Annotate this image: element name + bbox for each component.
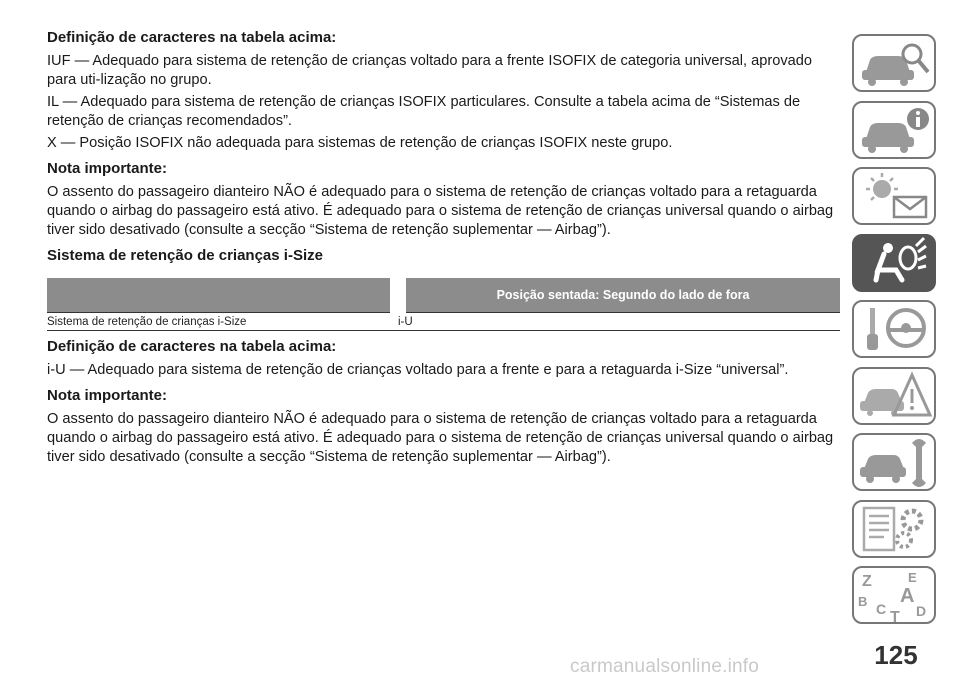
- definition-iuf: IUF — Adequado para sistema de retenção de crianças voltado para a frente ISOFIX de categoria universal, aprovado para uti-lização no grupo.: [47, 53, 812, 88]
- chapter-tab-maintenance[interactable]: [852, 433, 936, 491]
- watermark: carmanualsonline.info: [570, 656, 760, 677]
- chapter-tab-car-info[interactable]: [852, 101, 936, 159]
- table-row-value: i-U: [398, 313, 840, 331]
- page-content: [47, 28, 840, 470]
- car-search-icon: [854, 36, 934, 90]
- car-info-icon: [854, 103, 934, 157]
- definition-iu: i-U — Adequado para sistema de retenção de crianças voltado para a frente e para a retaguarda i-Size “universal”.: [47, 362, 789, 378]
- important-note-text-1: O assento do passageiro dianteiro NÃO é adequado para o sistema de retenção de crianças voltado para a retaguarda quando o airbag do passageiro está ativo. É adequado para o sistema de retenção de crianças universal quando o airbag tiver sido desativado (consulte a secção “Sistema de retenção suplementar — Airbag”).: [47, 184, 834, 238]
- car-warning-triangle-icon: [854, 369, 934, 423]
- car-wrench-icon: [854, 435, 934, 489]
- definition-x: X — Posição ISOFIX não adequada para sistemas de retenção de crianças ISOFIX neste grupo.: [47, 135, 673, 151]
- chapter-tab-car-search[interactable]: [852, 34, 936, 92]
- index-letter-a: A: [900, 585, 915, 607]
- definition-il: IL — Adequado para sistema de retenção de crianças ISOFIX particulares. Consulte a tabela acima de “Sistemas de retenção de crianças recomendados”.: [47, 94, 801, 129]
- table-row: [47, 313, 840, 331]
- index-letters-icon: [854, 568, 934, 622]
- index-letter-t: T: [890, 609, 900, 622]
- key-steering-icon: [854, 302, 934, 356]
- table-header-seating-position: Posição sentada: Segundo do lado de fora: [398, 278, 840, 313]
- chapter-tab-technical-data[interactable]: [852, 500, 936, 558]
- important-note-title-2: Nota importante:: [47, 387, 167, 404]
- table-header-row: [47, 278, 840, 313]
- chapter-tab-safety[interactable]: [852, 234, 936, 292]
- definitions-title-2: Definição de caracteres na tabela acima:: [47, 338, 337, 355]
- seat-airbag-icon: [854, 236, 934, 290]
- isize-section-title: Sistema de retenção de crianças i-Size: [47, 247, 323, 264]
- index-letter-z: Z: [862, 573, 872, 590]
- chapter-tab-emergency[interactable]: [852, 367, 936, 425]
- warning-lights-icon: [854, 169, 934, 223]
- chapter-tab-starting-driving[interactable]: [852, 300, 936, 358]
- isize-table: [47, 278, 840, 331]
- index-letter-b: B: [858, 594, 868, 609]
- index-letter-e: E: [908, 570, 917, 585]
- chapter-tab-index[interactable]: [852, 566, 936, 624]
- important-note-title-1: Nota importante:: [47, 160, 167, 177]
- specs-gears-icon: [854, 502, 934, 556]
- important-note-text-2: O assento do passageiro dianteiro NÃO é adequado para o sistema de retenção de crianças voltado para a retaguarda quando o airbag do passageiro está ativo. É adequado para o sistema de retenção de crianças universal quando o airbag tiver sido desativado (consulte a secção “Sistema de retenção suplementar — Airbag”).: [47, 411, 834, 465]
- page-number: 125: [874, 640, 918, 670]
- table-header-blank: [47, 278, 398, 313]
- definitions-title-1: Definição de caracteres na tabela acima:: [47, 29, 337, 46]
- chapter-tab-warning-lights[interactable]: [852, 167, 936, 225]
- table-row-label: Sistema de retenção de crianças i-Size: [47, 313, 398, 331]
- index-letter-d: D: [916, 603, 927, 619]
- index-letter-c: C: [876, 601, 887, 617]
- chapter-sidebar: [852, 34, 940, 633]
